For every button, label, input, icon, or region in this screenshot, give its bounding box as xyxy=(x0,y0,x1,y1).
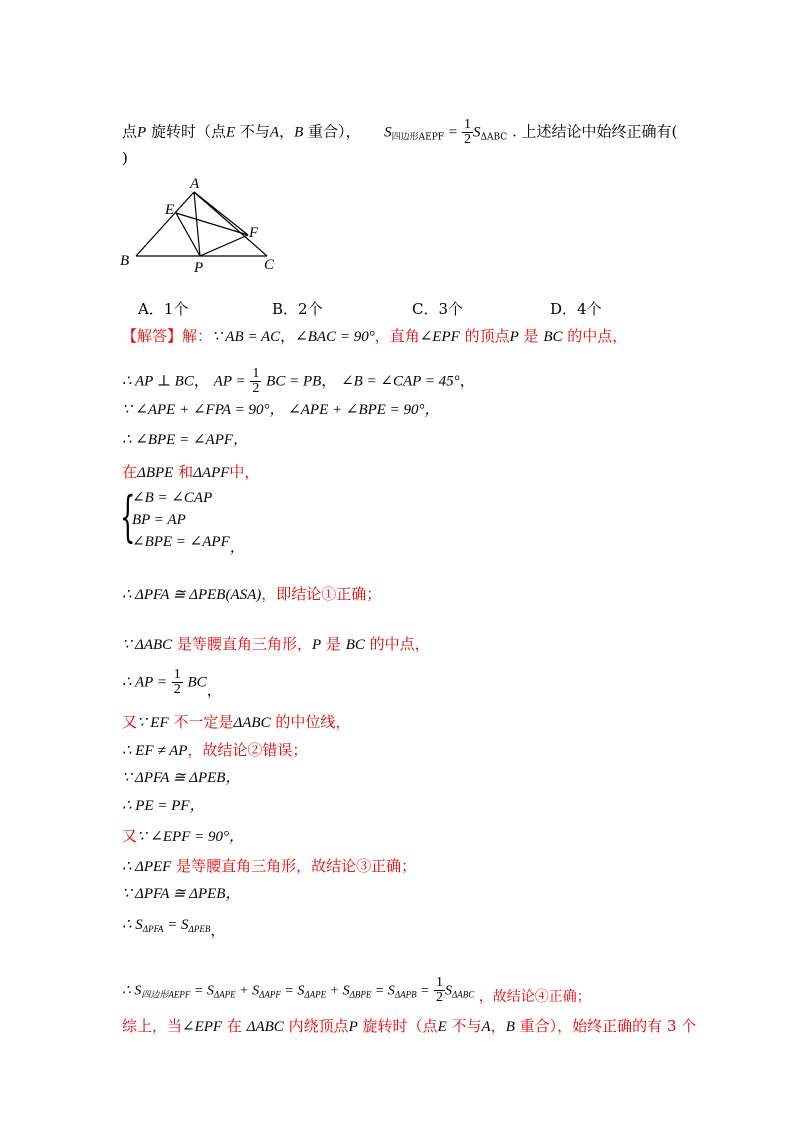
option-c[interactable]: C．3个 xyxy=(412,300,464,318)
solution-line-10: ∴ EF ≠ AP，故结论②错误； xyxy=(122,741,308,759)
solution-line-9: 又∵ EF 不一定是ΔABC 的中位线， xyxy=(122,713,351,731)
solution-line-3: ∵ ∠APE + ∠FPA = 90°， ∠APE + ∠BPE = 90°， xyxy=(122,402,440,418)
solution-line-18: 综上，当∠EPF 在 ΔABC 内绕顶点P 旋转时（点E 不与A，B 重合），始终正确的有 3 个 xyxy=(122,1017,697,1035)
solution-line-5: 在ΔBPE 和ΔAPF中， xyxy=(122,463,260,481)
label-B: B xyxy=(120,253,130,269)
solution-line-7: ∵ ΔABC 是等腰直角三角形，P 是 BC 的中点， xyxy=(122,635,430,653)
system-line-2: BP = AP xyxy=(132,512,186,528)
label-P: P xyxy=(194,260,204,276)
system-brace: { xyxy=(120,485,136,548)
question-line-2: ) xyxy=(122,149,128,167)
system-line-3: ∠BPE = ∠APF， xyxy=(132,534,245,556)
fraction-half: $\frac{1}{2}$ xyxy=(464,117,472,147)
label-F: F xyxy=(249,225,259,241)
label-A: A xyxy=(190,176,200,192)
triangle-figure xyxy=(112,172,292,277)
solution-line-13: 又∵ ∠EPF = 90°， xyxy=(122,827,244,845)
solution-line-1: 【解答】解：∵ AB = AC，∠BAC = 90°，直角∠EPF 的顶点P 是 BC 的中点， xyxy=(122,327,628,345)
option-d[interactable]: D．4个 xyxy=(550,300,602,318)
label-E: E xyxy=(165,202,175,218)
solution-line-17: ∴ $S_{四边形AEPF} = S_{\Delta APE} + S_{\Delta APF} = S_{\Delta APE} + S_{\Delta BPE} = S_{\Delta APB}$ = $\frac{1}{2}$ $S_{\Delta ABC}$ ，故结论④正确； xyxy=(122,975,591,1005)
solution-line-4: ∴ ∠BPE = ∠APF， xyxy=(122,432,249,448)
solution-line-8: ∴ AP = $\frac{1}{2}$ BC， xyxy=(122,667,222,699)
solution-line-14: ∴ ΔPEF 是等腰直角三角形，故结论③正确； xyxy=(122,857,417,875)
question-line-1: 点P 旋转时（点E 不与A，B 重合）， $S_{四边形AEPF}$ = $\frac{1}{2}$ $S_{\Delta ABC}$ . 上述结论中始终正确有( xyxy=(122,117,678,147)
solution-line-6: ∴ ΔPFA ≅ ΔPEB(ASA)，即结论①正确； xyxy=(122,585,382,603)
label-C: C xyxy=(264,257,275,273)
solution-line-11: ∵ ΔPFA ≅ ΔPEB， xyxy=(122,770,241,786)
solution-line-12: ∴ PE = PF， xyxy=(122,798,205,814)
option-a[interactable]: A．1个 xyxy=(138,300,189,318)
option-b[interactable]: B．2个 xyxy=(272,300,323,318)
solution-line-15: ∵ ΔPFA ≅ ΔPEB， xyxy=(122,886,241,902)
solution-line-16: ∴ $S_{\Delta PFA} = S_{\Delta PEB}$， xyxy=(122,917,226,939)
solution-line-2: ∴ AP ⊥ BC， AP = $\frac{1}{2}$ BC = PB， ∠B = ∠CAP = 45°， xyxy=(122,366,475,396)
system-line-1: ∠B = ∠CAP xyxy=(132,490,213,506)
